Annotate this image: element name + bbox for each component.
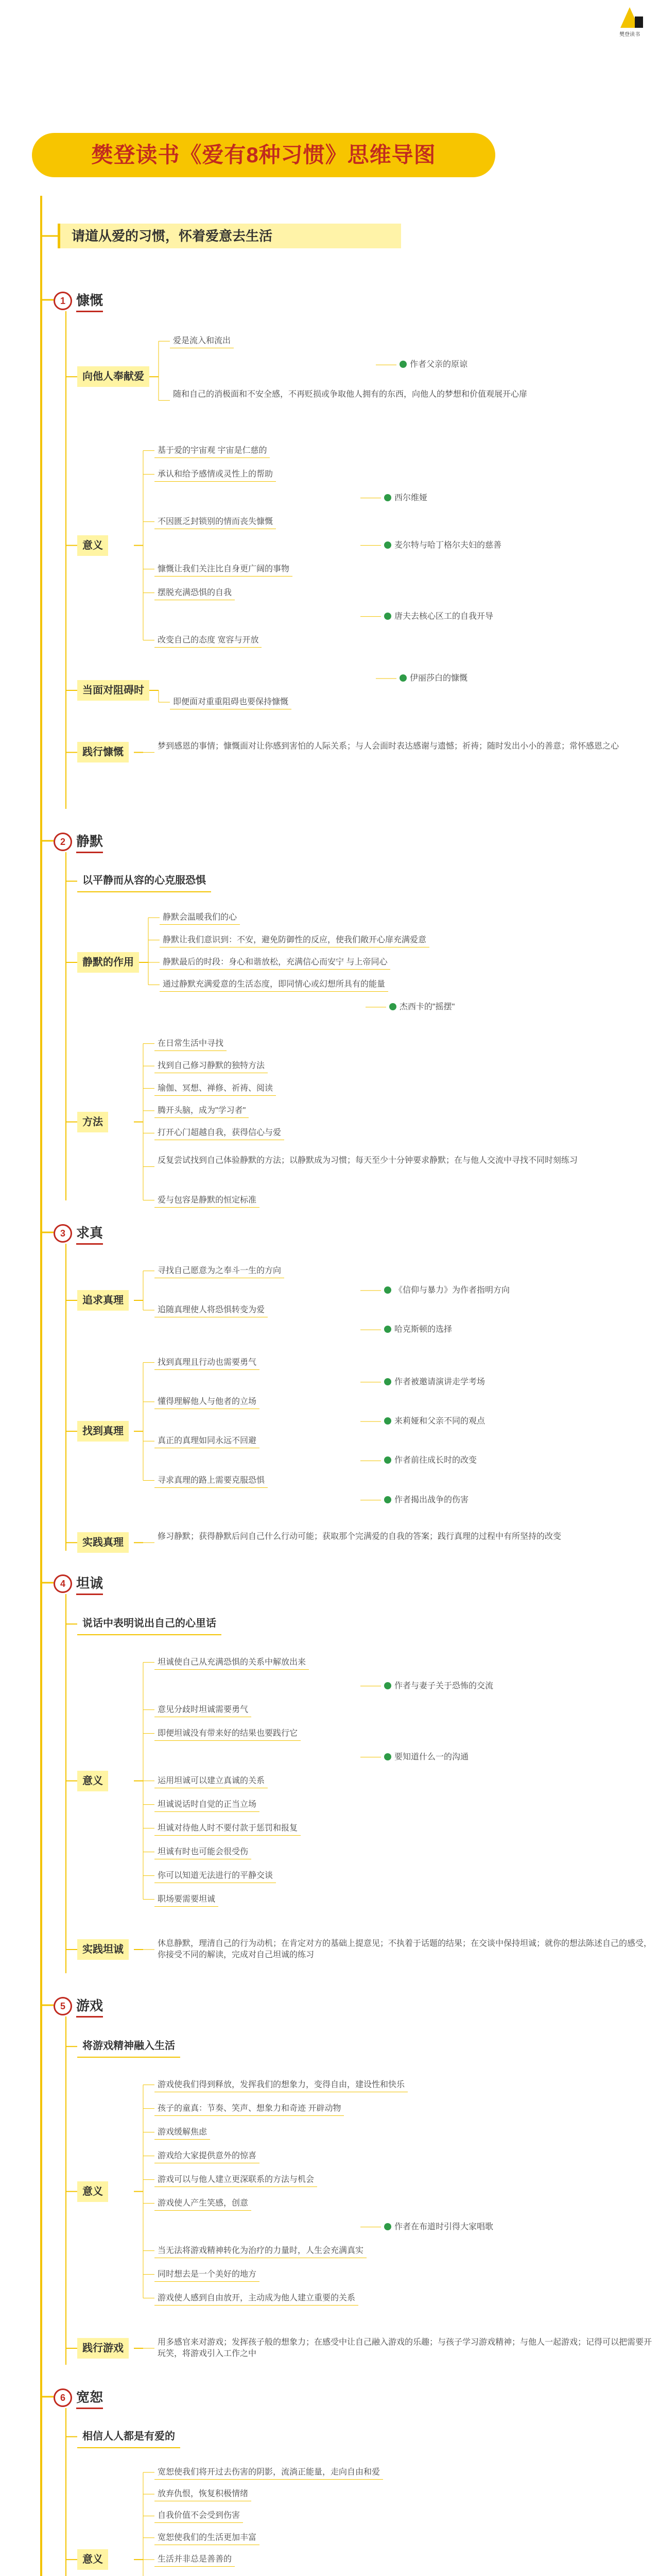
check-icon: [384, 1286, 391, 1294]
logo-text: 樊登读书: [619, 32, 640, 38]
category-node: 说话中表明说出自己的心里话: [77, 1614, 221, 1635]
category-node: 方法: [77, 1112, 108, 1132]
leaf-item: 游戏可以与他人建立更深联系的方法与机会: [154, 2173, 317, 2187]
leaf-item: 即便面对重重阻碍也要保持慷慨: [170, 696, 291, 709]
leaf-item: 不因匮乏封锁别的情而丧失慷慨: [154, 515, 276, 529]
leaf-item: 随和自己的消极面和不安全感，不再贬损或争取他人拥有的东西，向他人的梦想和价值观展开心扉: [173, 390, 528, 399]
reference-text: 麦尔特与哈丁格尔夫妇的慈善: [394, 540, 502, 550]
leaf-item: 懂得理解他人与他者的立场: [154, 1395, 259, 1409]
section-title: 慷慨: [76, 290, 103, 312]
leaf-item: 游戏使我们得到释放，发挥我们的想象力，变得自由，建设性和快乐: [154, 2078, 408, 2092]
leaf-item: 静默会温暖我们的心: [160, 911, 240, 925]
section-header: [54, 829, 103, 852]
check-icon: [384, 1417, 391, 1425]
category-node: 践行慷慨: [77, 742, 129, 762]
leaf-item: 坦诚使自己从充满恐惧的关系中解放出来: [154, 1656, 309, 1670]
leaf-item: 修习静默；获得静默后问自己什么行动可能；获取那个完满爱的自我的答案；践行真理的过程中有所坚持的改变: [158, 1532, 562, 1541]
reference-item: [381, 1376, 488, 1389]
leaf-item: 游戏缓解焦虑: [154, 2126, 210, 2140]
category-node: 意义: [77, 1771, 108, 1791]
leaf-item: 摆脱充满恐惧的自我: [154, 586, 235, 600]
check-icon: [384, 1753, 391, 1760]
reference-text: 《信仰与暴力》为作者指明方向: [394, 1285, 510, 1295]
check-icon: [384, 1496, 391, 1503]
reference-text: 作者在布道时引得大家唱歌: [394, 2222, 494, 2231]
leaf-item: 宽恕使我们将开过去伤害的阴影，流淌正能量，走向自由和爱: [154, 2466, 383, 2480]
reference-item: [381, 1323, 455, 1336]
category-node: 实践真理: [77, 1532, 129, 1553]
category-node: 意义: [77, 535, 108, 556]
check-icon: [400, 674, 407, 682]
category-node: 相信人人都是有爱的: [77, 2427, 180, 2448]
leaf-item: 真正的真理如同永远不回避: [154, 1434, 259, 1448]
section-number: 5: [54, 1997, 72, 2015]
section-title: 求真: [76, 1223, 103, 1245]
leaf-item: 寻求真理的路上需要克服恐惧: [154, 1474, 268, 1488]
check-icon: [384, 541, 391, 549]
section-title: 坦诚: [76, 1573, 103, 1595]
category-node: 追求真理: [77, 1290, 129, 1311]
category-node: 找到真理: [77, 1421, 129, 1442]
reference-item: [381, 492, 430, 505]
leaf-item: 坦诚有时也可能会很受伤: [154, 1845, 251, 1859]
section-header: [54, 1994, 103, 2016]
leaf-item: 通过静默充满爱意的生活态度，即同情心或幻想所具有的能量: [160, 978, 388, 992]
check-icon: [384, 613, 391, 620]
section-number: 4: [54, 1574, 72, 1593]
leaf-item: 用多感官来对游戏；发挥孩子般的想象力；在感受中让自己融入游戏的乐趣；与孩子学习游戏精神；与他人一起游戏；记得可以把需要开玩笑，将游戏引入工作之中: [158, 2338, 652, 2358]
reference-item: [381, 539, 505, 552]
reference-text: 西尔维娅: [394, 493, 428, 502]
section-number: 6: [54, 2388, 72, 2407]
reference-item: [381, 1751, 472, 1764]
section-number: 3: [54, 1224, 72, 1243]
leaf-item: 慷慨让我们关注比自身更广阔的事物: [154, 563, 292, 577]
leaf-item: 反复尝试找到自己体验静默的方法；以静默成为习惯；每天至少十分钟要求静默；在与他人交流中寻找不同时刻练习: [158, 1156, 578, 1165]
category-node: 向他人奉献爱: [77, 366, 149, 387]
category-node: 践行游戏: [77, 2338, 129, 2359]
reference-item: [381, 1494, 472, 1507]
leaf-item: 意见分歧时坦诚需要勇气: [154, 1703, 251, 1717]
leaf-item: 腾开头脑，成为"学习者": [154, 1104, 249, 1118]
section-header: [54, 2385, 103, 2408]
reference-text: 哈克斯顿的选择: [394, 1325, 453, 1334]
category-node: 实践坦诚: [77, 1939, 129, 1960]
leaf-item: 追随真理使人将恐惧转变为爱: [154, 1303, 268, 1317]
category-node: 以平静而从容的心克服恐惧: [77, 871, 211, 892]
check-icon: [384, 2223, 391, 2230]
check-icon: [389, 1003, 396, 1010]
brand-logo: [616, 7, 644, 55]
reference-text: 来莉娅和父亲不同的观点: [394, 1417, 485, 1426]
reference-item: [381, 2221, 496, 2234]
leaf-item: 即便坦诚没有带来好的结果也要践行它: [154, 1727, 301, 1741]
check-icon: [384, 494, 391, 501]
leaf-item: 运用坦诚可以建立真诚的关系: [154, 1774, 268, 1788]
reference-item: [381, 1415, 488, 1428]
section-title: 静默: [76, 831, 103, 853]
map-title: 樊登读书《爱有8种习惯》思维导图: [32, 133, 495, 177]
leaf-item: 梦到感恩的事情；慷慨面对让你感到害怕的人际关系；与人会面时表达感谢与遗憾；祈祷；随时发出小小的善意；常怀感恩之心: [158, 742, 619, 751]
leaf-item: 基于爱的宇宙观 宇宙是仁慈的: [154, 444, 270, 458]
leaf-item: 爱是流入和流出: [170, 334, 234, 348]
leaf-item: 孩子的童真：节奏、笑声、想象力和奇迹 开辟动物: [154, 2102, 344, 2116]
logo-mark-icon: [620, 7, 639, 28]
leaf-item: 静默让我们意识到：不安，避免防御性的反应，使我们敞开心扉充满爱意: [160, 934, 429, 947]
category-node: 意义: [77, 2181, 108, 2202]
section-header: [54, 1571, 103, 1594]
category-node: 意义: [77, 2549, 108, 2570]
leaf-item: 改变自己的态度 宽容与开放: [154, 634, 262, 648]
leaf-item: 承认和给予感情或灵性上的帮助: [154, 468, 276, 482]
reference-item: [386, 1001, 458, 1014]
check-icon: [384, 1326, 391, 1333]
leaf-item: 静默最后的时段：身心和谐放松，充满信心而安宁 与上帝同心: [160, 956, 390, 970]
check-icon: [384, 1682, 391, 1689]
check-icon: [400, 361, 407, 368]
reference-item: [396, 672, 471, 685]
leaf-item: 宽恕使我们的生活更加丰富: [154, 2531, 259, 2545]
leaf-item: 游戏使人产生笑感，创意: [154, 2197, 251, 2211]
leaf-item: 爱与包容是静默的恒定标准: [154, 1194, 259, 1208]
leaf-item: 在日常生活中寻找: [154, 1037, 227, 1051]
section-title: 游戏: [76, 1995, 103, 2018]
leaf-item: 瑜伽、冥想、禅修、祈祷、阅读: [154, 1082, 276, 1096]
reference-text: 作者被邀请演讲走学考场: [394, 1377, 485, 1386]
leaf-item: 找到自己修习静默的独特方法: [154, 1059, 268, 1073]
category-node: 静默的作用: [77, 952, 139, 973]
reference-text: 作者前往成长时的改变: [394, 1456, 477, 1465]
section-header: [54, 1221, 103, 1244]
reference-item: [396, 358, 471, 371]
leaf-item: 游戏使人感到自由放开，主动成为他人建立重要的关系: [154, 2292, 358, 2306]
reference-item: [381, 610, 496, 623]
leaf-item: 放弃仇恨，恢复积极情绪: [154, 2487, 251, 2501]
reference-text: 作者揭出战争的伤害: [394, 1495, 469, 1504]
map-subtitle: 请道从爱的习惯，怀着爱意去生活: [58, 224, 401, 248]
section-number: 2: [54, 833, 72, 851]
check-icon: [384, 1378, 391, 1385]
reference-text: 作者与妻子关于恐怖的交流: [394, 1681, 494, 1690]
leaf-item: 你可以知道无法进行的平静交谈: [154, 1869, 276, 1883]
reference-item: [381, 1284, 513, 1297]
section-number: 1: [54, 292, 72, 310]
reference-text: 杰西卡的"摇摆": [400, 1002, 455, 1011]
leaf-item: 打开心门超越自我，获得信心与爱: [154, 1126, 284, 1140]
leaf-item: 自我价值不会受到伤害: [154, 2509, 243, 2523]
reference-text: 伊丽莎白的慷慨: [410, 674, 468, 683]
section-title: 宽恕: [76, 2387, 103, 2409]
reference-item: [381, 1680, 496, 1693]
category-node: 将游戏精神融入生活: [77, 2036, 180, 2058]
leaf-item: 坦诚对待他人时不要付款于惩罚和报复: [154, 1822, 301, 1836]
leaf-item: 同时想去是一个美好的地方: [154, 2268, 259, 2282]
reference-text: 作者父亲的原谅: [410, 360, 468, 369]
leaf-item: 职场要需要坦诚: [154, 1893, 218, 1907]
reference-text: 唐夫去核心区工的自我开导: [394, 612, 494, 621]
category-node: 当面对阻碍时: [77, 680, 149, 701]
leaf-item: 当无法将游戏精神转化为治疗的力量时，人生会充满真实: [154, 2244, 367, 2258]
check-icon: [384, 1456, 391, 1464]
leaf-item: 游戏给大家提供意外的惊喜: [154, 2149, 259, 2163]
section-header: [54, 289, 103, 311]
leaf-item: 休息静默，理清自己的行为动机；在肯定对方的基础上提意见；不执着于话题的结果；在交谈中保持坦诚；就你的想法陈述自己的感受，你接受不同的解读，完成对自己坦诚的练习: [158, 1939, 652, 1959]
reference-item: [381, 1454, 480, 1467]
leaf-item: 寻找自己愿意为之奉斗一生的方向: [154, 1264, 284, 1278]
leaf-item: 坦诚说话时自觉的正当立场: [154, 1798, 259, 1812]
reference-text: 要知道什么一的沟通: [394, 1752, 469, 1761]
leaf-item: 找到真理且行动也需要勇气: [154, 1356, 259, 1370]
leaf-item: 生活并非总是善善的: [154, 2553, 235, 2567]
